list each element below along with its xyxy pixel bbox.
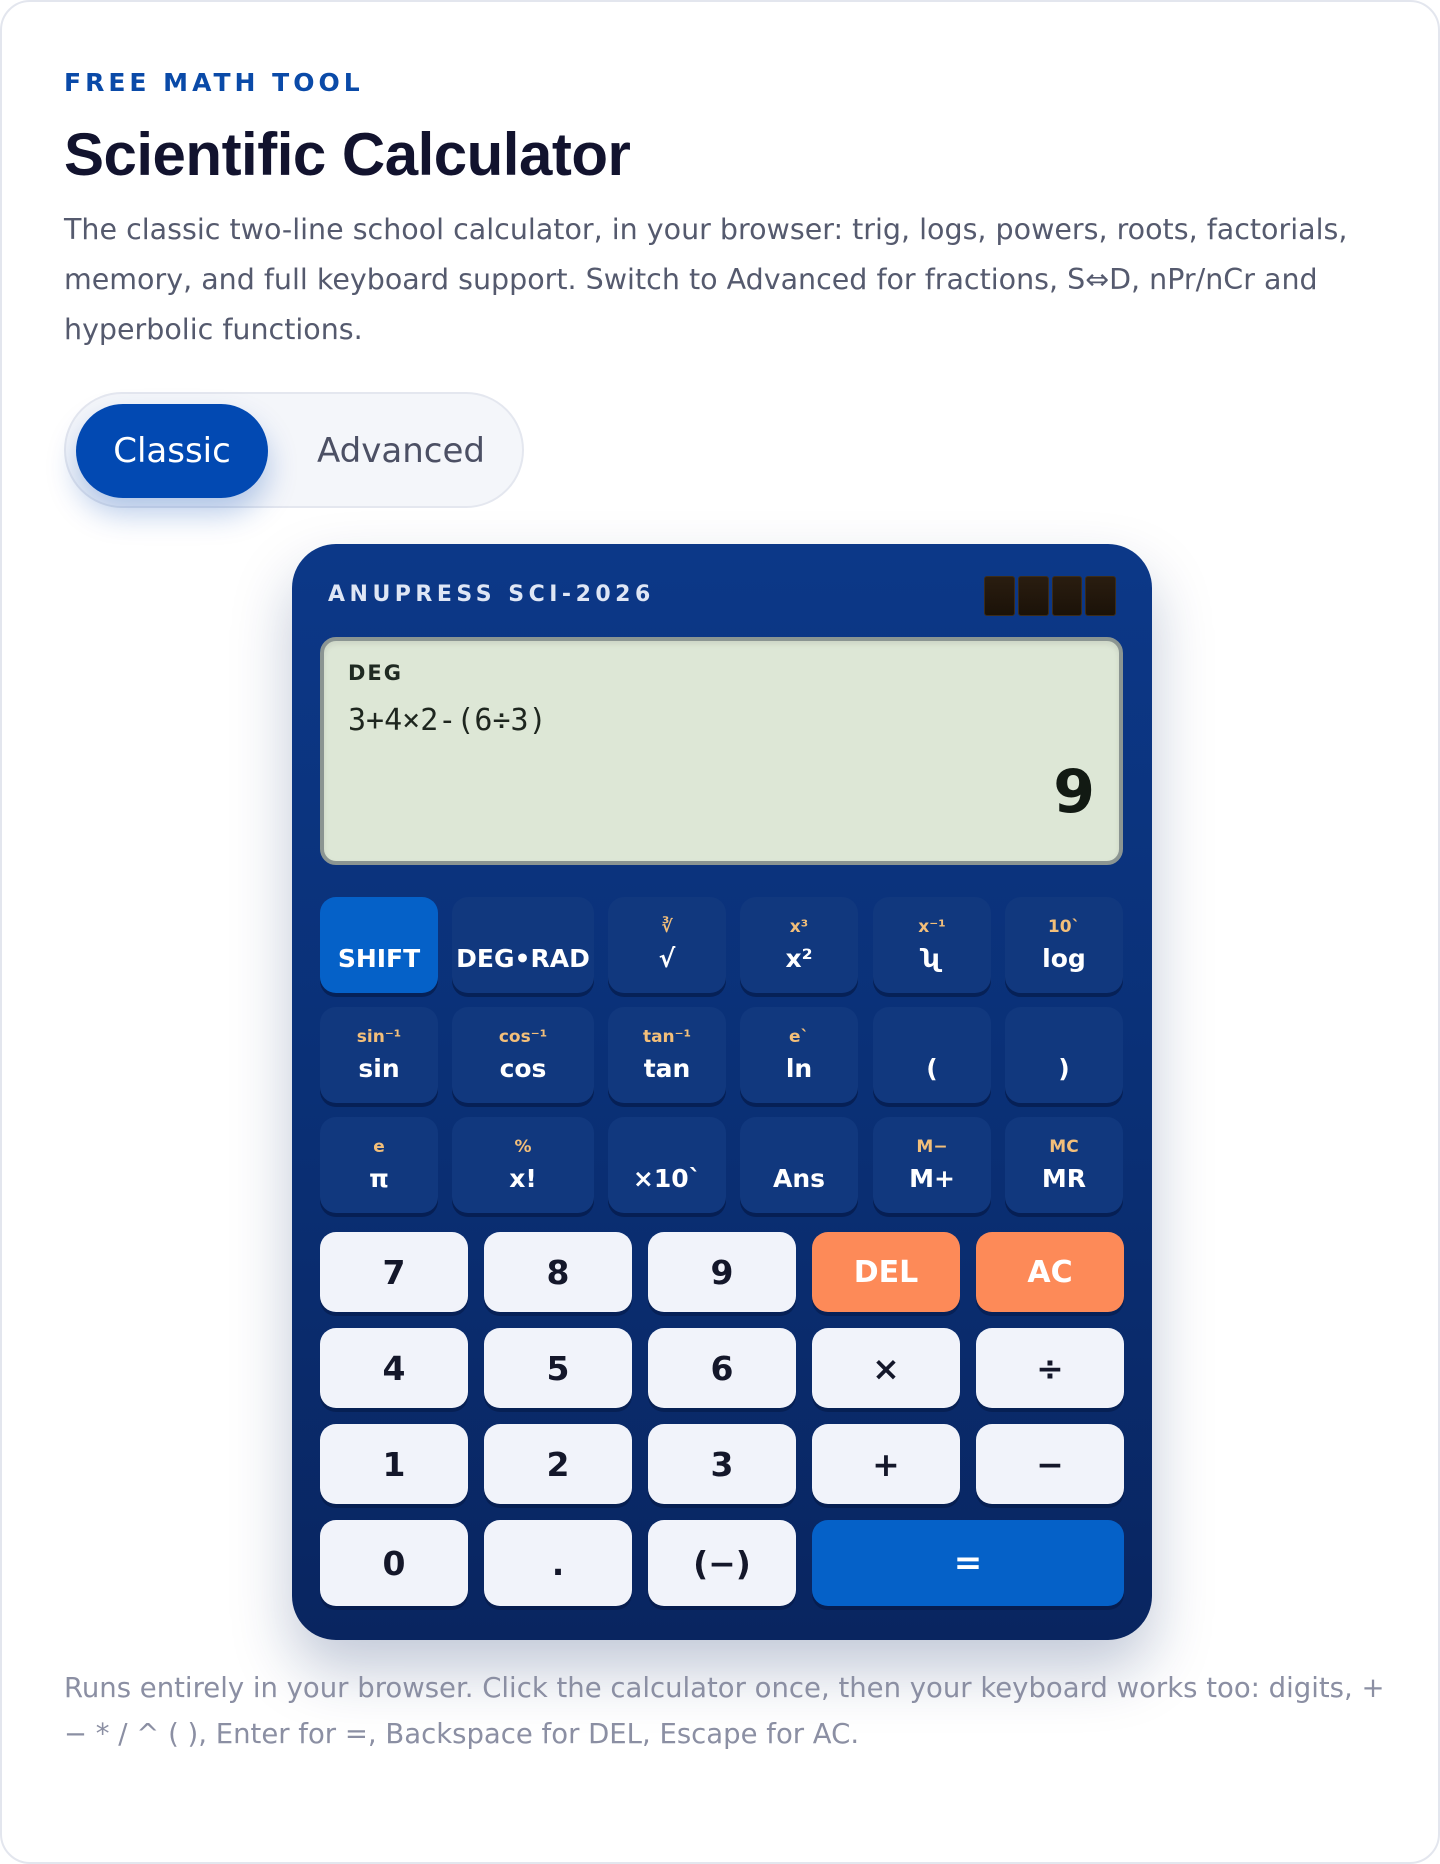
key-label: x! (509, 1164, 537, 1193)
key-secondary-label: x⁻¹ (918, 917, 946, 937)
key-label: DEG•RAD (456, 944, 590, 973)
key-label: ( (926, 1054, 938, 1083)
close-paren-key[interactable] (1005, 1007, 1123, 1103)
angle-unit-key[interactable] (452, 897, 594, 993)
key-label: x² (785, 944, 813, 973)
minus-key[interactable]: − (976, 1424, 1124, 1504)
ln-key[interactable] (740, 1007, 858, 1103)
shift-key[interactable] (320, 897, 438, 993)
key-secondary-label: 10` (1047, 917, 1081, 937)
key-secondary-label: e (373, 1137, 385, 1157)
key-label: sin (358, 1054, 400, 1083)
key-label: ʯ (922, 944, 942, 973)
digit-4-key[interactable]: 4 (320, 1328, 468, 1408)
open-paren-key[interactable] (873, 1007, 991, 1103)
square-key[interactable] (740, 897, 858, 993)
key-label: log (1042, 944, 1086, 973)
digit-9-key[interactable]: 9 (648, 1232, 796, 1312)
key-secondary-label: MC (1049, 1137, 1079, 1157)
calculator-brand: ANUPRESS SCI-2026 (328, 582, 655, 607)
key-secondary-label: e` (788, 1027, 810, 1047)
key-label: ×10` (632, 1164, 702, 1193)
key-label: ) (1058, 1054, 1070, 1083)
expression-line: 3+4×2-(6÷3) (348, 703, 547, 738)
digit-5-key[interactable]: 5 (484, 1328, 632, 1408)
key-label: cos (499, 1054, 547, 1083)
exponent-key[interactable] (608, 1117, 726, 1213)
key-secondary-label: cos⁻¹ (498, 1027, 548, 1047)
log-key[interactable] (1005, 897, 1123, 993)
pi-key[interactable] (320, 1117, 438, 1213)
key-label: M+ (909, 1164, 955, 1193)
decimal-point-key[interactable]: . (484, 1520, 632, 1606)
sin-key[interactable] (320, 1007, 438, 1103)
solar-cell (1052, 576, 1083, 616)
calculator-display (320, 637, 1123, 865)
digit-7-key[interactable]: 7 (320, 1232, 468, 1312)
mode-classic-button[interactable]: Classic (76, 404, 268, 498)
digit-8-key[interactable]: 8 (484, 1232, 632, 1312)
page-title: Scientific Calculator (64, 121, 631, 188)
digit-0-key[interactable]: 0 (320, 1520, 468, 1606)
digit-6-key[interactable]: 6 (648, 1328, 796, 1408)
equals-key[interactable]: = (812, 1520, 1124, 1606)
all-clear-key[interactable]: AC (976, 1232, 1124, 1312)
multiply-key[interactable]: × (812, 1328, 960, 1408)
solar-panel (984, 576, 1116, 616)
key-secondary-label: x³ (789, 917, 809, 937)
cos-key[interactable] (452, 1007, 594, 1103)
key-label: Ans (772, 1164, 826, 1193)
digit-3-key[interactable]: 3 (648, 1424, 796, 1504)
solar-cell (984, 576, 1015, 616)
key-secondary-label: tan⁻¹ (642, 1027, 692, 1047)
key-label: ln (785, 1054, 813, 1083)
angle-mode-indicator: DEG (348, 661, 404, 685)
digit-1-key[interactable]: 1 (320, 1424, 468, 1504)
page-description: The classic two-line school calculator, in your browser: trig, logs, powers, roots, factorials, memory, and full keyboard support. Switch to Advanced for fractions, S⇔D, nPr/nCr and hyperbolic functions. (64, 213, 1348, 346)
mode-advanced-button[interactable]: Advanced (317, 431, 485, 471)
key-label: MR (1041, 1164, 1087, 1193)
result-line: 9 (1053, 757, 1095, 827)
memory-recall-key[interactable] (1005, 1117, 1123, 1213)
mode-toggle (64, 392, 524, 508)
solar-cell (1085, 576, 1116, 616)
divide-key[interactable]: ÷ (976, 1328, 1124, 1408)
key-secondary-label: sin⁻¹ (356, 1027, 402, 1047)
key-label: SHIFT (337, 944, 421, 973)
calculator (292, 544, 1152, 1640)
plus-key[interactable]: + (812, 1424, 960, 1504)
solar-cell (1018, 576, 1049, 616)
tan-key[interactable] (608, 1007, 726, 1103)
delete-key[interactable]: DEL (812, 1232, 960, 1312)
key-secondary-label: ∛ (661, 917, 673, 937)
key-label: π (369, 1164, 389, 1193)
ans-key[interactable] (740, 1117, 858, 1213)
eyebrow-label: FREE MATH TOOL (64, 68, 364, 97)
negate-key[interactable]: (−) (648, 1520, 796, 1606)
keyboard-help-text: Runs entirely in your browser. Click the calculator once, then your keyboard works too: digits, + − * / ^ ( ), Enter for =, Backspace for DEL, Escape for AC. (64, 1672, 1385, 1750)
key-secondary-label: % (514, 1137, 532, 1157)
key-label: √ (658, 944, 676, 973)
key-secondary-label: M− (916, 1137, 948, 1157)
digit-2-key[interactable]: 2 (484, 1424, 632, 1504)
memory-add-key[interactable] (873, 1117, 991, 1213)
factorial-key[interactable] (452, 1117, 594, 1213)
sqrt-key[interactable] (608, 897, 726, 993)
key-label: tan (643, 1054, 691, 1083)
power-key[interactable] (873, 897, 991, 993)
